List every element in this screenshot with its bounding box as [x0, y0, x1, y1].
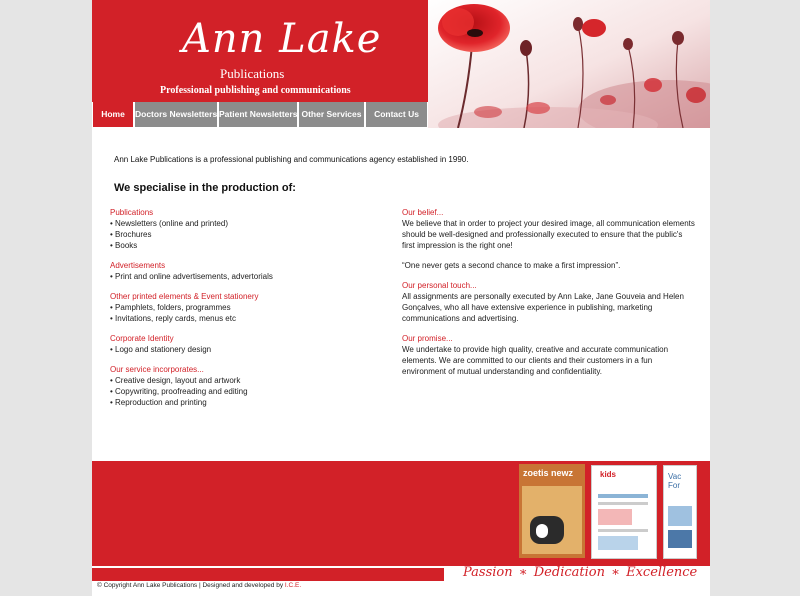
tagline: Professional publishing and communications	[160, 85, 351, 96]
paragraph: We undertake to provide high quality, creative and accurate communication elements. We are committed to our clients and their customers in a fun environment of mutual understanding and confidentiality.	[402, 345, 669, 376]
services-column	[110, 207, 380, 417]
nav-item-doctors-newsletters[interactable]: Doctors Newsletters	[134, 102, 218, 128]
section-publications	[110, 207, 380, 251]
thumbnail-title: kids	[600, 470, 617, 479]
section-heading: Advertisements	[110, 261, 166, 270]
slogan	[462, 565, 698, 580]
publication-thumbnail[interactable]	[663, 465, 697, 559]
slogan-word: Dedication	[533, 565, 605, 580]
section-heading: Publications	[110, 208, 154, 217]
section-corporate-identity	[110, 333, 380, 355]
list-item: • Reproduction and printing	[110, 397, 380, 408]
section-heading: Our promise...	[402, 334, 453, 343]
list-item: • Invitations, reply cards, menus etc	[110, 313, 380, 324]
publication-thumbnail[interactable]	[591, 465, 657, 559]
copyright-label: © Copyright Ann Lake Publications | Designed and developed by	[97, 582, 284, 589]
paragraph: All assignments are personally executed by Ann Lake, Jane Gouveia and Helen Gonçalves, who all have extensive experience in publishing, marketing communications and advertising.	[402, 292, 684, 323]
paragraph: We believe that in order to project your desired image, all communication elements should be well-designed and professionally executed to ensure that the public's first impression is the right one!	[402, 219, 695, 250]
logo-subtitle: Publications	[220, 66, 285, 81]
nav-item-patient-newsletters[interactable]: Patient Newsletters	[218, 102, 298, 128]
nav-item-other-services[interactable]: Other Services	[298, 102, 365, 128]
list-item: • Pamphlets, folders, programmes	[110, 302, 380, 313]
section-printed-elements	[110, 291, 380, 324]
poppy-illustration	[428, 0, 710, 128]
section-heading: Other printed elements & Event stationery	[110, 292, 259, 301]
specialise-heading: We specialise in the production of:	[114, 182, 296, 194]
thumbnail-title: zoetis newz	[523, 468, 574, 478]
list-item: • Books	[110, 240, 380, 251]
section-heading: Corporate Identity	[110, 334, 174, 343]
quote-paragraph: “One never gets a second chance to make a first impression”.	[402, 261, 621, 270]
thumbnail-photo	[522, 486, 582, 554]
footer-strip	[92, 568, 444, 581]
section-heading: Our service incorporates...	[110, 365, 204, 374]
section-personal-touch	[402, 280, 697, 324]
section-advertisements	[110, 260, 380, 282]
list-item: • Print and online advertisements, advertorials	[110, 271, 380, 282]
list-item: • Newsletters (online and printed)	[110, 218, 380, 229]
asterisk-icon: ∗	[518, 565, 528, 580]
section-heading: Our belief...	[402, 208, 444, 217]
list-item: • Creative design, layout and artwork	[110, 375, 380, 386]
nav-item-home[interactable]: Home	[92, 102, 134, 128]
section-service-incorporates	[110, 364, 380, 408]
list-item: • Copywriting, proofreading and editing	[110, 386, 380, 397]
about-column	[402, 207, 697, 386]
logo-title[interactable]: Ann Lake	[182, 16, 382, 62]
intro-text: Ann Lake Publications is a professional publishing and communications agency established in 1990.	[114, 155, 469, 164]
slogan-word: Passion	[463, 565, 513, 580]
nav-item-contact-us[interactable]: Contact Us	[365, 102, 428, 128]
page	[92, 0, 710, 596]
developer-link[interactable]: I.C.E.	[284, 582, 302, 589]
section-belief	[402, 207, 697, 271]
thumbnail-title: Vac For	[668, 472, 682, 490]
copyright-text	[97, 582, 301, 589]
list-item: • Brochures	[110, 229, 380, 240]
section-heading: Our personal touch...	[402, 281, 477, 290]
hero-poppy-image	[428, 0, 710, 128]
publication-thumbnail[interactable]	[519, 464, 585, 558]
asterisk-icon: ∗	[611, 565, 620, 580]
list-item: • Logo and stationery design	[110, 344, 380, 355]
header-brand	[92, 0, 428, 102]
footer-band	[92, 461, 710, 566]
slogan-word: Excellence	[626, 565, 698, 580]
section-promise	[402, 333, 697, 377]
